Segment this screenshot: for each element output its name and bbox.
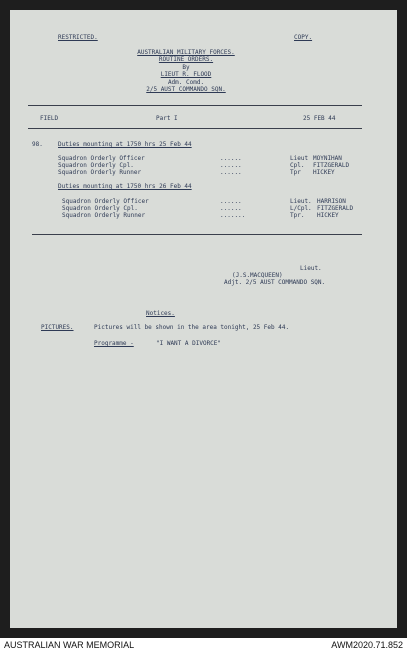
duty-name: HICKEY [313,169,335,176]
copy-label: COPY. [294,34,313,41]
duty-dots: ...... [220,205,242,212]
duty-rank: Tpr [290,169,301,176]
duty-role: Squadron Orderly Officer [58,155,145,162]
duty-dots: ....... [220,212,246,219]
section2-heading: Duties mounting at 1750 hrs 26 Feb 44 [58,183,192,190]
officer-name: LIEUT R. FLOOD [160,71,212,78]
part-label: Part I [156,115,178,122]
signature-rank: Lieut. [300,265,322,272]
duty-rank: Tpr. [290,212,305,219]
duty-role: Squadron Orderly Cpl. [58,162,134,169]
footer-bar [0,638,407,653]
org-title: AUSTRALIAN MILITARY FORCES. [137,49,235,56]
programme-title: "I WANT A DIVORCE" [156,340,222,347]
bottom-rule [32,234,362,235]
duty-dots: ...... [220,155,242,162]
duty-name: MOYNIHAN [313,155,342,162]
programme-label: Programme - [94,340,134,347]
mid-rule [28,128,362,129]
duty-dots: ...... [220,198,242,205]
order-number: 98. [32,141,43,148]
orders-title: ROUTINE ORDERS. [158,56,214,63]
duty-role: Squadron Orderly Officer [62,198,149,205]
by-line: By [182,64,190,71]
pictures-text: Pictures will be shown in the area tonight, 25 Feb 44. [94,324,290,331]
duty-rank: L/Cpl. [290,205,312,212]
duty-name: FITZGERALD [317,205,354,212]
duty-role: Squadron Orderly Runner [58,169,142,176]
duty-dots: ...... [220,169,242,176]
duty-rank: Lieut. [290,198,312,205]
top-rule [28,105,362,106]
duty-rank: Cpl. [290,162,305,169]
signature-title: Adjt. 2/5 AUST COMMANDO SQN. [224,279,326,286]
duty-name: HARRISON [317,198,346,205]
field-label: FIELD [40,115,59,122]
signature-name: (J.S.MACQUEEN) [232,272,283,279]
unit-name: 2/5 AUST COMMANDO SQN. [146,86,226,93]
duty-name: HICKEY [317,212,339,219]
footer-accession: AWM2020.71.852 [331,640,403,650]
section1-heading: Duties mounting at 1750 hrs 25 Feb 44 [58,141,192,148]
restricted-label: RESTRICTED. [58,34,98,41]
duty-dots: ...... [220,162,242,169]
duty-name: FITZGERALD [313,162,350,169]
adm-comd: Adm. Comd. [167,79,205,86]
pictures-label: PICTURES. [41,324,74,331]
duty-role: Squadron Orderly Cpl. [62,205,138,212]
duty-rank: Lieut [290,155,309,162]
duty-role: Squadron Orderly Runner [62,212,146,219]
document-page [10,10,397,628]
notices-heading: Notices. [146,310,175,317]
footer-institution: AUSTRALIAN WAR MEMORIAL [4,640,135,650]
date-label: 25 FEB 44 [303,115,336,122]
